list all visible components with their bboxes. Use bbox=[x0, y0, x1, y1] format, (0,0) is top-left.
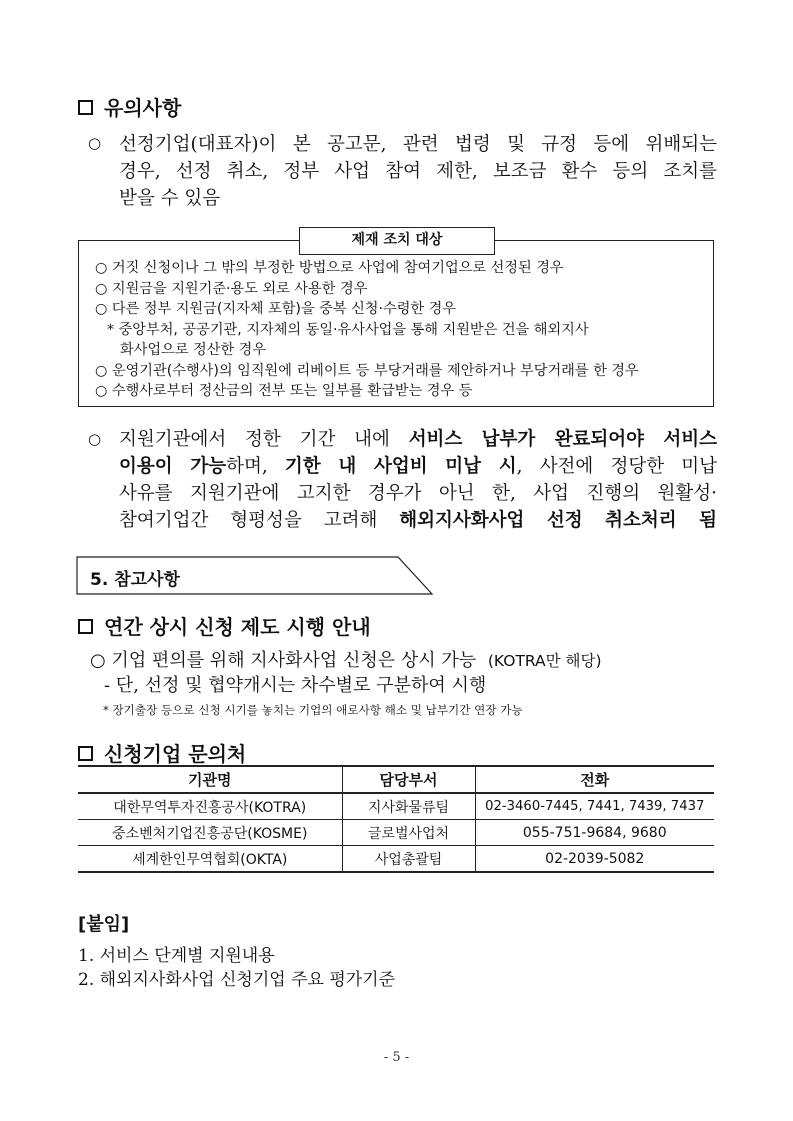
notice-paragraph-2 bbox=[119, 426, 717, 534]
sanction-list bbox=[95, 258, 707, 402]
column-header: 기관명 bbox=[78, 766, 342, 793]
notice-para2-line bbox=[119, 453, 717, 480]
bullet-circle-icon: ○ bbox=[88, 134, 102, 152]
text: ○ 기업 편의를 위해 지사화사업 신청은 상시 가능 bbox=[90, 650, 477, 671]
table-cell: 지사화물류팀 bbox=[342, 793, 475, 820]
sanction-note-cont: 화사업으로 정산한 경우 bbox=[120, 342, 267, 358]
notice-para2-line bbox=[119, 507, 717, 534]
bold-text: 서비스 납부가 완료되어야 서비스 bbox=[408, 429, 717, 450]
table-row bbox=[78, 846, 714, 873]
bullet-circle-icon: ○ bbox=[88, 430, 102, 448]
notice-para2-line bbox=[119, 426, 717, 453]
table-cell: 02-2039-5082 bbox=[475, 846, 714, 873]
table-header-row bbox=[78, 766, 714, 793]
text: 참여기업간 형평성을 고려해 bbox=[119, 510, 400, 531]
text: (KOTRA만 해당) bbox=[487, 652, 602, 670]
sanction-item: ○ 운영기관(수행사)의 임직원에 리베이트 등 부당거래를 제안하거나 부당거래를 한 경우 bbox=[95, 362, 639, 379]
checkbox-icon bbox=[78, 746, 93, 761]
sanction-item: ○ 다른 정부 지원금(지자체 포함)을 중복 신청·수령한 경우 bbox=[95, 301, 457, 317]
sanction-note: * 중앙부처, 공공기관, 지자체의 동일·유사사업을 통해 지원받은 건을 해외지사 bbox=[107, 321, 589, 338]
notice-para1-line: 경우, 선정 취소, 정부 사업 참여 제한, 보조금 환수 등의 조치를 bbox=[119, 161, 717, 182]
notice-paragraph-1 bbox=[119, 131, 717, 212]
contact-table bbox=[78, 765, 714, 873]
notice-para2-line: 사유를 지원기관에 고지한 경우가 아닌 한, 사업 진행의 원활성· bbox=[119, 483, 717, 504]
attachments-list bbox=[78, 944, 395, 992]
table-cell: 세계한인무역협회(OKTA) bbox=[78, 846, 342, 873]
attachment-item: 1. 서비스 단계별 지원내용 bbox=[78, 946, 275, 966]
bold-text: 기한 내 사업비 미납 시 bbox=[284, 456, 517, 477]
annual-application-heading bbox=[78, 611, 371, 640]
annual-application-heading-text: 연간 상시 신청 제도 시행 안내 bbox=[104, 615, 371, 639]
sanction-box-title: 제재 조치 대상 bbox=[299, 227, 495, 255]
column-header: 담당부서 bbox=[342, 766, 475, 793]
text: 하며, bbox=[226, 456, 285, 477]
checkbox-icon bbox=[78, 619, 93, 634]
table-cell: 사업총괄팀 bbox=[342, 846, 475, 873]
contact-heading-text: 신청기업 문의처 bbox=[104, 742, 247, 766]
notice-para1-line: 받을 수 있음 bbox=[119, 188, 221, 209]
column-header: 전화 bbox=[475, 766, 714, 793]
bold-text: 이용이 가능 bbox=[119, 456, 227, 477]
notice-para1-line: 선정기업(대표자)이 본 공고문, 관련 법령 및 규정 등에 위배되는 bbox=[119, 134, 717, 155]
table-cell: 글로벌사업처 bbox=[342, 820, 475, 846]
table-row bbox=[78, 793, 714, 820]
notice-heading bbox=[78, 92, 181, 121]
annual-line-1 bbox=[90, 646, 602, 672]
attachment-item: 2. 해외지사화사업 신청기업 주요 평가기준 bbox=[78, 970, 396, 990]
sanction-item: ○ 지원금을 지원기준·용도 외로 사용한 경우 bbox=[95, 280, 368, 297]
bold-text: 해외지사화사업 선정 취소처리 됨 bbox=[399, 510, 717, 531]
section5-title: 5. 참고사항 bbox=[90, 570, 180, 590]
table-cell: 02-3460-7445, 7441, 7439, 7437 bbox=[475, 793, 714, 820]
text: , 사전에 정당한 미납 bbox=[516, 456, 717, 477]
table-row bbox=[78, 820, 714, 846]
sanction-item: ○ 거짓 신청이나 그 밖의 부정한 방법으로 사업에 참여기업으로 선정된 경우 bbox=[95, 260, 564, 276]
annual-note: * 장기출장 등으로 신청 시기를 놓치는 기업의 애로사항 해소 및 납부기간 연장 가능 bbox=[103, 703, 523, 717]
contact-heading bbox=[78, 738, 246, 767]
table-cell: 중소벤처기업진흥공단(KOSME) bbox=[78, 820, 342, 846]
sanction-item: ○ 수행사로부터 정산금의 전부 또는 일부를 환급받는 경우 등 bbox=[95, 383, 473, 399]
checkbox-icon bbox=[78, 100, 93, 115]
annual-line-2: - 단, 선정 및 협약개시는 차수별로 구분하여 시행 bbox=[104, 675, 487, 696]
attachments-title: [붙임] bbox=[78, 914, 130, 935]
table-cell: 대한무역투자진흥공사(KOTRA) bbox=[78, 793, 342, 820]
text: 지원기관에서 정한 기간 내에 bbox=[119, 429, 409, 450]
notice-heading-text: 유의사항 bbox=[104, 96, 182, 120]
table-cell: 055-751-9684, 9680 bbox=[475, 820, 714, 846]
page-number: - 5 - bbox=[383, 1050, 410, 1065]
